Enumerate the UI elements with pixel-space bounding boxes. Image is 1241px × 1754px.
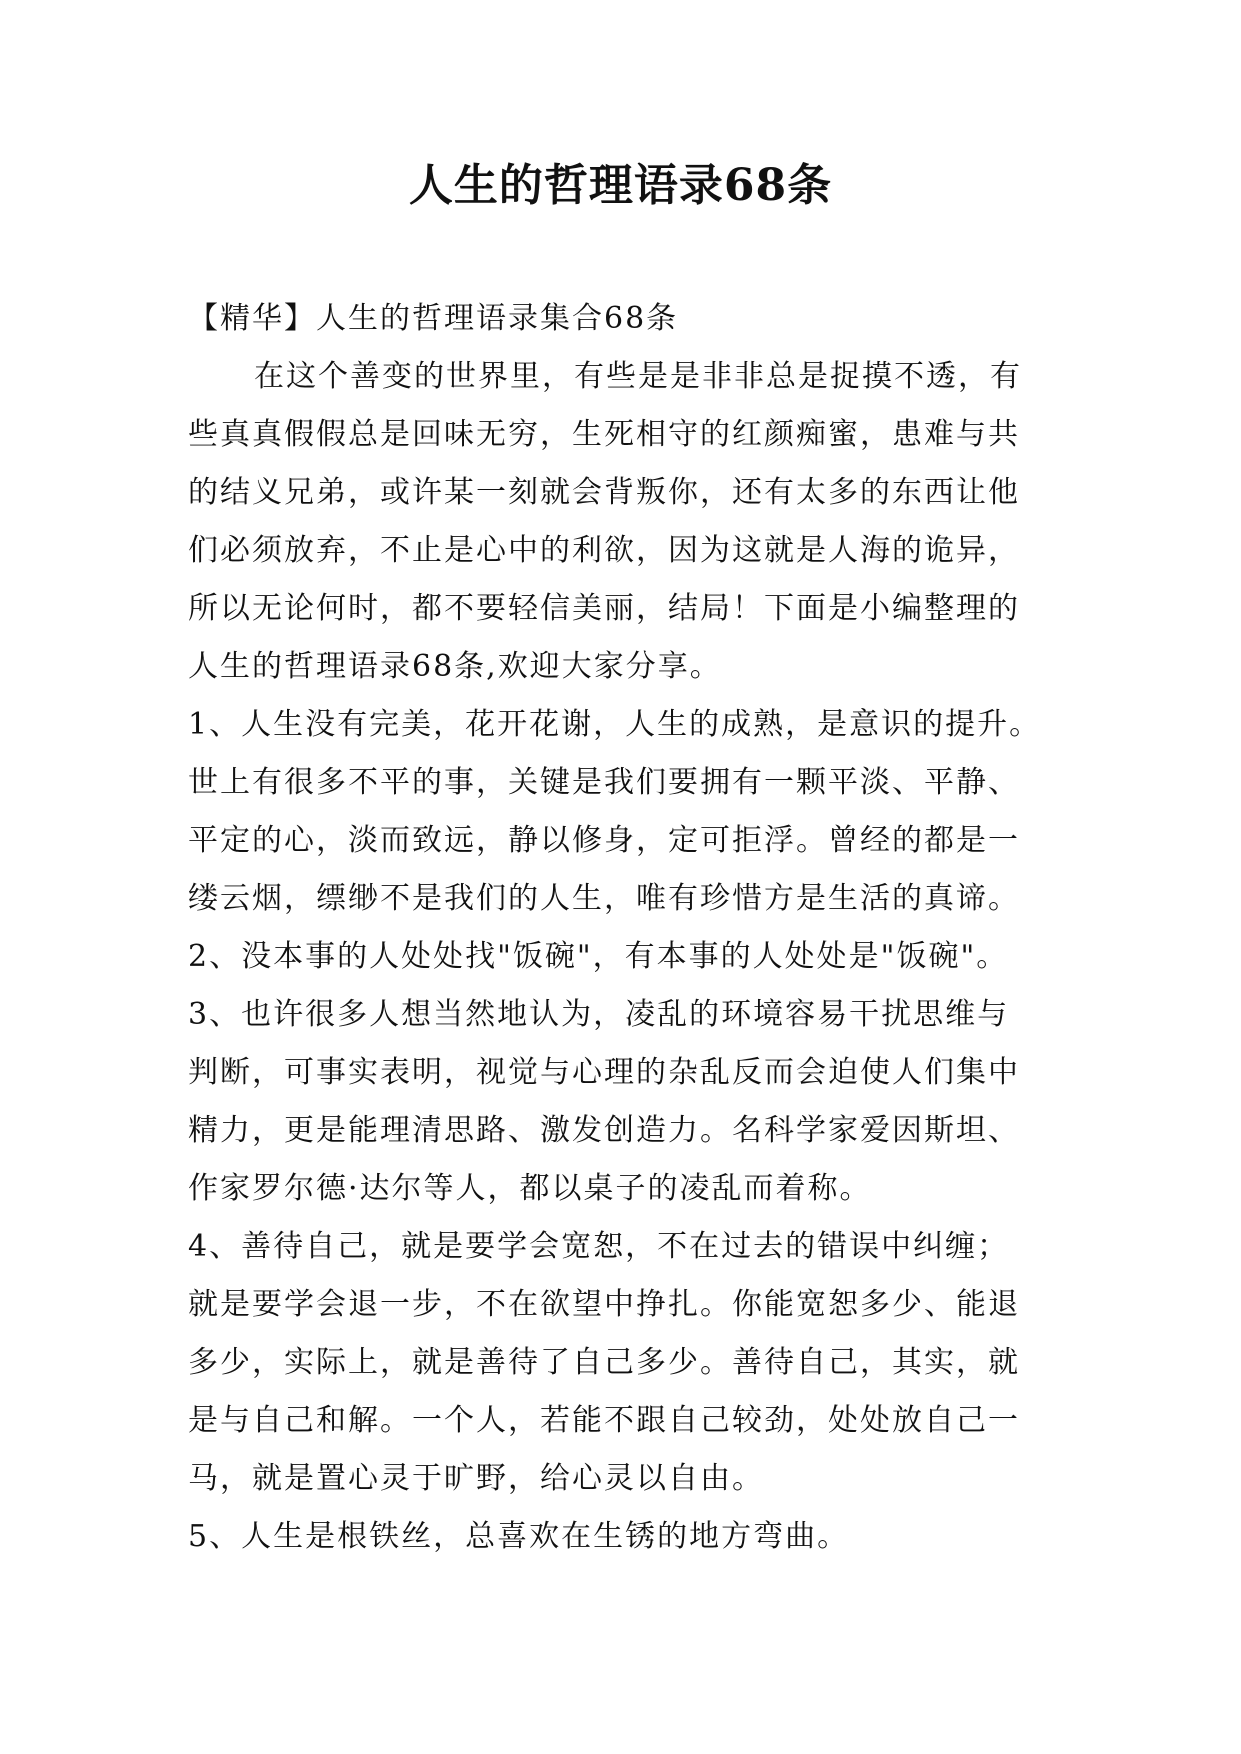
quote-4-line: 马，就是置心灵于旷野，给心灵以自由。 (188, 1461, 764, 1496)
document-body (188, 290, 1068, 1566)
intro-paragraph-line: 些真真假假总是回味无穷，生死相守的红颜痴蜜，患难与共 (188, 417, 1020, 452)
document-title: 人生的哲理语录68条 (408, 160, 833, 211)
quote-1-line: 世上有很多不平的事，关键是我们要拥有一颗平淡、平静、 (188, 765, 1020, 800)
subtitle-line: 【精华】人生的哲理语录集合68条 (188, 301, 679, 336)
quote-4-line: 就是要学会退一步，不在欲望中挣扎。你能宽恕多少、能退 (188, 1287, 1020, 1322)
quote-3-line: 判断，可事实表明，视觉与心理的杂乱反而会迫使人们集中 (188, 1055, 1020, 1090)
quote-4-line: 是与自己和解。一个人，若能不跟自己较劲，处处放自己一 (188, 1403, 1020, 1438)
intro-paragraph-line: 们必须放弃，不止是心中的利欲，因为这就是人海的诡异， (188, 533, 1020, 568)
intro-paragraph-line: 在这个善变的世界里，有些是是非非总是捉摸不透，有 (254, 359, 1022, 394)
quote-1-line: 平定的心，淡而致远，静以修身，定可拒浮。曾经的都是一 (188, 823, 1020, 858)
quote-3-line: 3、也许很多人想当然地认为，凌乱的环境容易干扰思维与 (188, 997, 1010, 1032)
intro-paragraph-line: 的结义兄弟，或许某一刻就会背叛你，还有太多的东西让他 (188, 475, 1020, 510)
quote-4-line: 多少，实际上，就是善待了自己多少。善待自己，其实，就 (188, 1345, 1020, 1380)
intro-paragraph-line: 人生的哲理语录68条,欢迎大家分享。 (188, 649, 722, 684)
quote-1-line: 缕云烟，缥缈不是我们的人生，唯有珍惜方是生活的真谛。 (188, 881, 1020, 916)
quote-5-line: 5、人生是根铁丝，总喜欢在生锈的地方弯曲。 (188, 1519, 850, 1554)
intro-paragraph-line: 所以无论何时，都不要轻信美丽，结局！下面是小编整理的 (188, 591, 1020, 626)
quote-3-line: 作家罗尔德·达尔等人，都以桌子的凌乱而着称。 (188, 1171, 872, 1206)
quote-1-line: 1、人生没有完美，花开花谢，人生的成熟，是意识的提升。 (188, 707, 1042, 742)
quote-3-line: 精力，更是能理清思路、激发创造力。名科学家爱因斯坦、 (188, 1113, 1020, 1148)
quote-4-line: 4、善待自己，就是要学会宽恕，不在过去的错误中纠缠； (188, 1229, 1010, 1264)
quote-2-line: 2、没本事的人处处找"饭碗"，有本事的人处处是"饭碗"。 (188, 939, 1009, 974)
